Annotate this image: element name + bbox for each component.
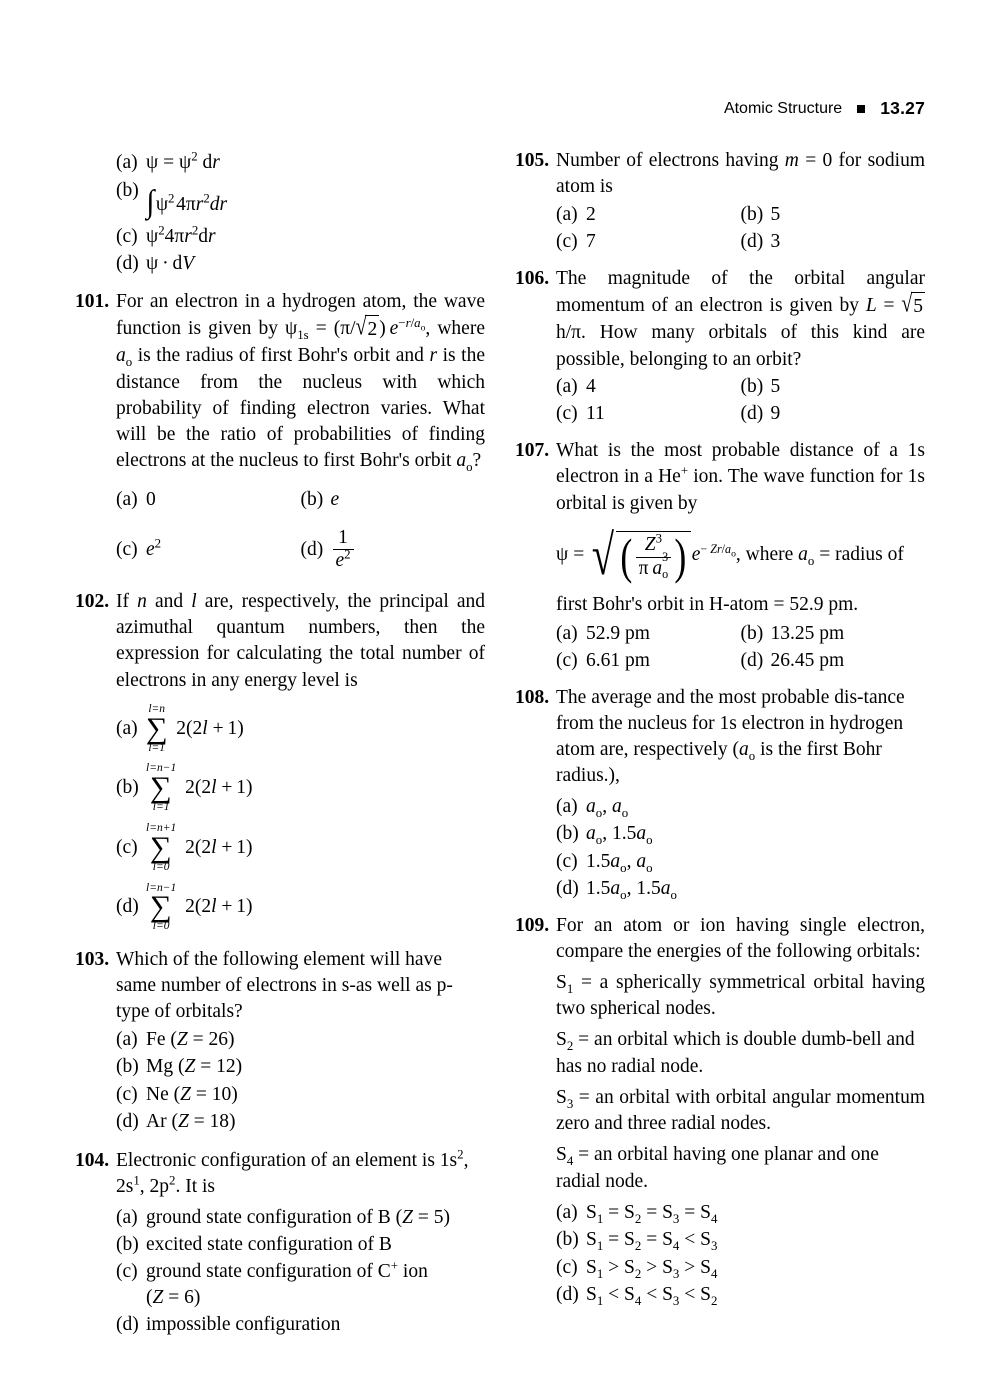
question-101 [75,289,485,579]
option-item[interactable] [301,480,486,520]
summation-upper-limit: l=n [148,702,166,715]
question-107-text-after: first Bohr's orbit in H-atom = 52.9 pm. [556,594,859,616]
option-text: e [330,489,340,511]
option-item[interactable] [556,794,925,821]
option-text: $\psi = \psi^2$ dr [146,149,220,173]
option-text: Ne (Z = 10) [146,1083,238,1105]
question-text: For an electron in a hydrogen atom, the wave function is given by $\psi_{1s} = (\pi/$ √ 2 ) $e^{-r/a_o}$, where $a_o$ is the radius of first Bohr's orbit and r is the distance from the nucleus with which probability of finding electron varies. What will be the ratio of probabilities of finding electrons at the nucleus to first Bohr's orbit $a_o$? [116,290,485,475]
option-text: 5 [770,203,781,225]
question-106 [515,266,925,428]
options-question-106 [556,374,925,428]
continuation-options-question-100 [116,149,485,278]
option-label: (d) [116,896,139,918]
question-text: For an atom or ion having single electron, compare the energies of the following orbitals: [556,914,925,962]
summation-lower-limit: l=1 [152,801,170,814]
option-item[interactable] [116,758,485,818]
option-label: (b) [740,376,764,398]
option-label: (d) [556,877,579,899]
option-item[interactable] [741,648,926,675]
option-item[interactable] [556,875,925,902]
option-item[interactable] [116,176,485,223]
option-label: (d) [556,1283,579,1305]
option-item[interactable] [116,699,485,759]
option-text: 3 [770,231,781,253]
summation-lower-limit: l=0 [152,860,170,873]
question-109-statements [556,970,925,1195]
option-text: $\frac{1}{e^2}$ [331,528,486,572]
question-text: What is the most probable distance of a 1s electron in a He+ ion. The wave function for 1s orbital is given by [556,440,925,514]
options-question-108 [556,794,925,903]
option-text [146,762,485,814]
statement-s2: $S_2$ = an orbital which is double dumb-bell and has no radial node. [556,1029,915,1077]
option-item[interactable] [116,818,485,878]
option-text: 11 [586,403,605,425]
question-text: Electronic configuration of an element is $1s^2$, $2s^1$, $2p^2$. It is [116,1147,469,1197]
option-text: 7 [586,231,596,253]
options-question-102 [116,699,485,937]
option-label: (b) [116,180,139,202]
option-label: (d) [116,1314,139,1336]
option-item[interactable] [556,374,741,401]
option-label: (c) [116,1083,138,1105]
option-text: $e^2$ [146,536,162,560]
option-text: 4 [586,376,596,398]
option-label: (d) [116,253,139,275]
option-label: (d) [740,231,764,253]
option-text: impossible configuration [146,1314,341,1336]
option-item[interactable] [741,229,926,256]
question-number: 106. [515,267,550,289]
option-item[interactable] [741,201,926,228]
question-number: 105. [515,150,550,171]
question-number: 101. [75,290,110,312]
option-item[interactable] [116,1204,485,1231]
summation-lower-limit: l=0 [152,920,170,933]
summation-upper-limit: l=n−1 [146,881,177,894]
option-text [146,703,485,755]
option-text [146,882,485,934]
option-text: ground state configuration of C+ ion (Z = 6) [146,1258,428,1309]
option-label: (a) [116,1206,138,1228]
statement-s4: $S_4$ = an orbital having one planar and one radial node. [556,1144,879,1192]
summation-body: 2(2l + 1) [185,896,253,918]
options-question-104 [116,1204,485,1339]
option-item[interactable] [116,1081,485,1108]
option-label: (a) [116,489,138,511]
option-item[interactable] [556,201,741,228]
option-text: $S_1 = S_2 = S_4 < S_3$ [586,1229,718,1254]
option-label: (c) [116,225,138,247]
two-column-body [75,148,925,1347]
option-text: 26.45 pm [770,650,845,672]
option-text: $1.5a_o$, $a_o$ [586,850,653,875]
option-text: 13.25 pm [770,622,845,644]
option-item[interactable] [741,401,926,428]
option-text: ground state configuration of B (Z = 5) [146,1206,451,1228]
question-103 [75,947,485,1136]
statement-s3: $S_3$ = an orbital with orbital angular momentum zero and three radial nodes. [556,1086,925,1135]
option-item[interactable] [116,1231,485,1258]
question-text: The average and the most probable dis-tance from the nucleus for 1s electron in hydrogen atom are, respectively ($a_o$ is the first Bohr radius.), [556,686,905,787]
option-label: (b) [116,1056,139,1078]
option-label: (c) [556,403,578,425]
option-text: 2 [586,203,596,225]
left-column [75,148,485,1347]
option-label: (c) [556,1256,578,1278]
question-number: 102. [75,590,110,612]
option-label: (d) [740,403,764,425]
summation-body: 2(2l + 1) [185,777,253,799]
summation-body: 2(2l + 1) [185,836,253,858]
option-label: (d) [116,1110,139,1132]
option-text: $S_1 = S_2 = S_3 = S_4$ [586,1202,718,1227]
option-label: (b) [740,622,764,644]
option-item[interactable] [116,1258,485,1311]
question-109 [515,913,925,1309]
page-header [724,98,925,119]
option-item[interactable] [556,229,741,256]
question-text: If n and l are, respectively, the principal and azimuthal quantum numbers, then the expression for calculating the total number of electrons in any energy level is [116,590,486,691]
option-label: (b) [740,203,764,225]
question-number: 109. [515,914,550,936]
option-label: (c) [116,836,138,858]
option-label: (c) [116,1260,138,1282]
option-label: (c) [556,231,578,253]
question-102 [75,589,485,937]
option-item[interactable] [116,1054,485,1081]
wave-function-formula: ψ = √ ( $Z^3$ π a 3 o ) $e^{- Zr/a_o}$ , where $a_o$ = radius of [556,523,904,587]
option-text: 9 [770,403,781,425]
question-number: 104. [75,1149,110,1171]
option-item[interactable] [116,1027,485,1054]
option-item[interactable] [116,149,485,176]
option-label: (a) [556,376,578,398]
option-label: (c) [556,850,578,872]
option-item[interactable] [301,521,486,579]
page-number: 13.27 [880,98,925,118]
option-label: (a) [116,151,138,173]
option-label: (a) [116,1029,138,1051]
option-label: (b) [556,1229,579,1251]
options-question-101 [116,480,485,579]
option-item[interactable] [116,878,485,938]
summation-body: 2(2l + 1) [176,717,244,739]
option-label: (a) [556,622,578,644]
option-item[interactable] [556,1281,925,1308]
option-text: ψ · dV [146,253,195,275]
summation-upper-limit: l=n−1 [146,762,177,775]
option-text: $1.5a_o$, $1.5a_o$ [586,877,677,902]
option-label: (a) [556,1202,578,1224]
options-question-105 [556,201,925,255]
option-text: Ar (Z = 18) [146,1110,236,1132]
option-text: $a_o$, $a_o$ [586,796,629,821]
option-item[interactable] [741,620,926,647]
question-text: Number of electrons having m = 0 for sodium atom is [556,150,925,198]
option-item[interactable] [116,1108,485,1135]
summation-operator: l=n−1 ∑ l=1 [146,762,177,814]
option-label: (b) [556,823,579,845]
question-text: The magnitude of the orbital angular momentum of an electron is given by L = √ 5 h/π. How many orbitals of this kind are possible, belonging to an orbit? [556,267,925,370]
question-107 [515,438,925,675]
option-text: excited state configuration of B [146,1233,392,1255]
summation-operator: l=n+1 ∑ l=0 [146,821,177,873]
option-text: Fe (Z = 26) [146,1029,235,1051]
option-item[interactable] [556,620,741,647]
question-number: 108. [515,686,550,708]
option-item[interactable] [116,223,485,250]
option-text: 0 [146,489,156,511]
option-text: 52.9 pm [586,622,650,644]
option-label: (a) [556,796,578,818]
option-item[interactable] [556,648,741,675]
summation-lower-limit: l=1 [148,741,166,754]
option-item[interactable] [116,251,485,278]
question-number: 103. [75,949,110,971]
statement-s1: $S_1 = a$ spherically symmetrical orbital having two spherical nodes. [556,972,925,1020]
summation-operator: l=n ∑ l=1 [145,702,168,754]
option-label: (b) [300,489,324,511]
option-text: $a_o$, $1.5a_o$ [586,823,653,848]
option-text: $\psi^24\pi r^2dr$ [146,223,216,247]
option-item[interactable] [556,821,925,848]
option-text [146,822,485,874]
option-text: $S_1 > S_2 > S_3 > S_4$ [586,1256,718,1281]
option-text: $S_1 < S_4 < S_3 < S_2$ [586,1283,718,1308]
option-item[interactable] [556,1254,925,1281]
option-text: $\int\psi^2$ $4\pi r^2dr$ [146,183,228,220]
option-label: (b) [116,777,139,799]
option-text: 6.61 pm [586,650,650,672]
option-item[interactable] [741,374,926,401]
question-text: Which of the following element will have same number of electrons in s-as well as p-type of orbitals? [116,949,453,1023]
option-label: (a) [556,203,578,225]
option-item[interactable] [556,1227,925,1254]
option-label: (d) [740,650,764,672]
option-label: (b) [116,1233,139,1255]
option-label: (c) [116,538,138,560]
question-105 [515,148,925,256]
option-item[interactable] [556,848,925,875]
option-label: (d) [300,538,324,560]
question-108 [515,685,925,903]
square-bullet-icon [857,105,865,113]
option-item[interactable] [116,521,301,579]
summation-upper-limit: l=n+1 [146,821,177,834]
option-item[interactable] [116,480,301,520]
option-text: 5 [770,376,781,398]
right-column [515,148,925,1347]
options-question-103 [116,1027,485,1136]
options-question-109 [556,1200,925,1309]
options-question-107 [556,620,925,674]
option-item[interactable] [116,1312,485,1339]
option-item[interactable] [556,401,741,428]
question-number: 107. [515,440,550,462]
option-text: Mg (Z = 12) [146,1056,243,1078]
option-item[interactable] [556,1200,925,1227]
option-label: (c) [556,650,578,672]
summation-operator: l=n−1 ∑ l=0 [146,881,177,933]
option-label: (a) [116,717,138,739]
chapter-title: Atomic Structure [723,99,843,117]
question-104 [75,1148,485,1340]
